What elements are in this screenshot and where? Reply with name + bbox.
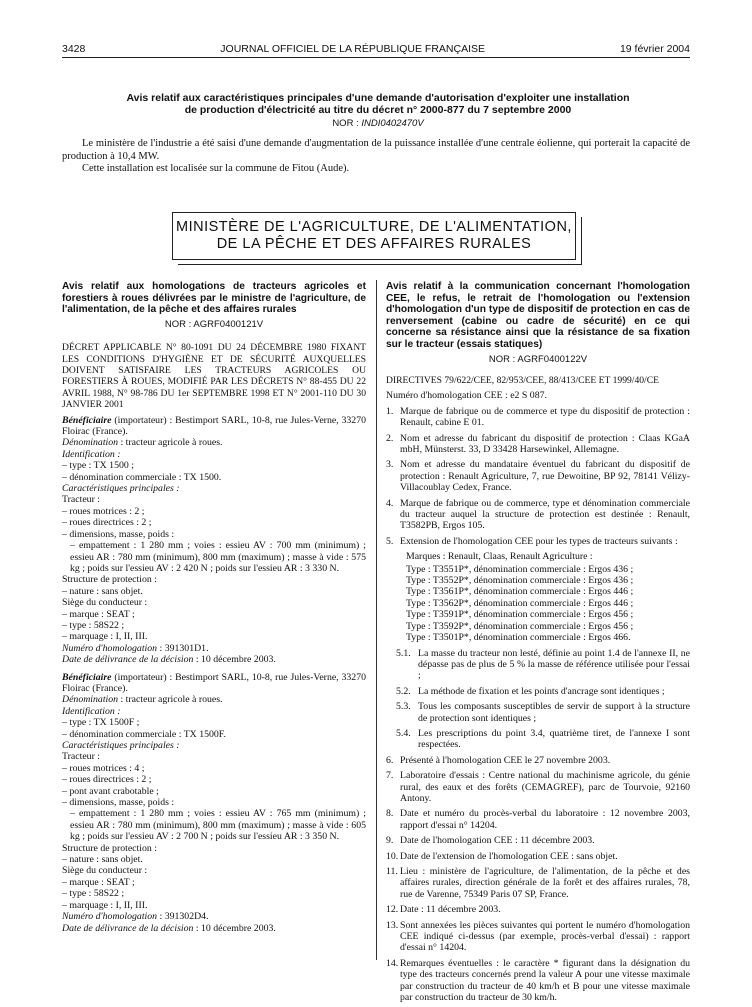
b2-num-label: Numéro d'homologation bbox=[62, 911, 158, 923]
page-header bbox=[62, 43, 690, 55]
b1-num-text: : 391301D1. bbox=[157, 642, 209, 654]
header-rule bbox=[62, 57, 690, 58]
b2-denom-text: : tracteur agricole à roues. bbox=[118, 694, 223, 706]
list-item bbox=[386, 459, 690, 493]
b2-marquage: – marquage : I, II, III. bbox=[62, 899, 148, 911]
right-numero-homologation: Numéro d'homologation CEE : e2 S 087. bbox=[386, 390, 547, 402]
b1-marque: – marque : SEAT ; bbox=[62, 608, 135, 620]
list-item-number: 3. bbox=[386, 459, 394, 471]
nor-code: INDI0402470V bbox=[361, 118, 424, 129]
list-item-text: Marque de fabrique ou de commerce et type du dispositif de protection : Renault, cabine E 01. bbox=[400, 405, 690, 429]
list-item bbox=[386, 406, 690, 429]
list-item-number: 9. bbox=[386, 835, 394, 847]
list-item-number: 1. bbox=[386, 405, 394, 417]
list-item bbox=[386, 835, 690, 846]
b1-beneficiaire bbox=[62, 415, 366, 438]
sub-list-item bbox=[386, 686, 690, 697]
ministry-box bbox=[172, 212, 576, 260]
b2-siege: Siège du conducteur : bbox=[62, 865, 148, 877]
avis1-paragraph-2: Cette installation est localisée sur la commune de Fitou (Aude). bbox=[82, 163, 350, 174]
b2-marque: – marque : SEAT ; bbox=[62, 876, 135, 888]
sub-list-item-text: La masse du tracteur non lesté, définie au point 1.4 de l'annexe II, ne dépasse pas de plus de 5 % la masse de référence utilisée pour l'essai ; bbox=[418, 647, 690, 682]
list-item-text: Date de l'homologation CEE : 11 décembre 2003. bbox=[400, 835, 595, 847]
type-line: Type : T3551P*, dénomination commerciale : Ergos 436 ; bbox=[406, 563, 634, 575]
list-item-number: 4. bbox=[386, 497, 394, 509]
list-item-text: Date et numéro du procès-verbal du laboratoire : 12 novembre 2003, rapport d'essai n° 14204. bbox=[400, 808, 690, 831]
avis1-nor bbox=[88, 118, 668, 129]
b2-tracteur: Tracteur : bbox=[62, 751, 101, 763]
b2-numero bbox=[62, 911, 366, 922]
b1-numero bbox=[62, 643, 366, 654]
list-item bbox=[386, 808, 690, 831]
right-marques-block bbox=[386, 551, 690, 643]
list-item-text: Lieu : ministère de l'agriculture, de l'alimentation, de la pêche et des affaires rurales, direction générale de la forêt et des affaires rurales, 78, rue de Varenne, 75349 Paris 07 SP, France. bbox=[400, 866, 690, 900]
b2-date-text: : 10 décembre 2003. bbox=[193, 922, 276, 934]
right-marques: Marques : Renault, Claas, Renault Agriculture : bbox=[406, 551, 593, 563]
left-column bbox=[62, 281, 366, 934]
list-item bbox=[386, 920, 690, 954]
list-item bbox=[386, 958, 690, 1004]
b2-date-label: Date de délivrance de la décision bbox=[62, 922, 194, 934]
journal-title: JOURNAL OFFICIEL DE LA RÉPUBLIQUE FRANÇAISE bbox=[220, 43, 485, 55]
list-item-text: Nom et adresse du mandataire éventuel du fabricant du dispositif de protection : Renault Agriculture, 7, rue Dewoitine, BP 92, 78141 Vélizy-Villacoublay Cedex, France. bbox=[400, 459, 690, 494]
right-items-1 bbox=[386, 406, 690, 547]
right-nor: NOR : AGRF0400122V bbox=[488, 353, 588, 365]
b2-denomination bbox=[62, 694, 366, 705]
b2-num-text: : 391302D4. bbox=[157, 911, 209, 923]
list-item-number: 2. bbox=[386, 432, 394, 444]
right-directives: DIRECTIVES 79/622/CEE, 82/953/CEE, 88/413/CEE ET 1999/40/CE bbox=[386, 374, 659, 386]
b1-directrices: – roues directrices : 2 ; bbox=[62, 517, 152, 529]
list-item bbox=[386, 498, 690, 532]
list-item bbox=[386, 433, 690, 456]
b2-structure: Structure de protection : bbox=[62, 842, 157, 854]
sub-list-item bbox=[386, 701, 690, 724]
nor-label: NOR : bbox=[332, 118, 359, 129]
sub-list-item-number: 5.2. bbox=[396, 685, 411, 697]
b1-benef-text: (importateur) : Bestimport SARL, 10-8, rue Jules-Verne, 33270 Floirac (France). bbox=[62, 414, 366, 438]
list-item-number: 12. bbox=[386, 904, 399, 916]
type-line: Type : T3561P*, dénomination commerciale : Ergos 446 ; bbox=[406, 586, 634, 598]
b1-empattement: – empattement : 1 280 mm ; voies : essieu AV : 700 mm (minimum) ; essieu AR : 780 mm (minimum), 800 mm (maximum) ; masse à vide : 575 kg ; poids sur l'essieu AV : 2 420 N ; poids sur l'essieu AR : 3 330 N. bbox=[70, 540, 366, 574]
list-item-text: Présenté à l'homologation CEE le 27 novembre 2003. bbox=[400, 754, 611, 766]
page-number: 3428 bbox=[62, 43, 86, 55]
list-item-text: Date : 11 décembre 2003. bbox=[400, 904, 501, 916]
sub-list-item bbox=[386, 728, 690, 751]
column-divider bbox=[376, 280, 377, 960]
b1-nature: – nature : sans objet. bbox=[62, 585, 143, 597]
right-items-2 bbox=[386, 755, 690, 1004]
type-line: Type : T3501P*, dénomination commerciale : Ergos 466. bbox=[406, 632, 631, 644]
b1-benef-label: Bénéficiaire bbox=[62, 414, 112, 426]
b1-siege: Siège du conducteur : bbox=[62, 597, 148, 609]
list-item bbox=[386, 866, 690, 900]
list-item-text: Laboratoire d'essais : Centre national du machinisme agricole, du génie rural, des eaux et des forêts (CEMAGREF), parc de Tourvoie, 92160 Antony. bbox=[400, 770, 690, 804]
b1-denomination bbox=[62, 437, 366, 448]
list-item-text: Marque de fabrique ou de commerce, type et dénomination commerciale du tracteur auquel la structure de protection est destinée : Renault, T3582PB, Ergos 105. bbox=[400, 497, 690, 532]
b2-dimensions: – dimensions, masse, poids : bbox=[62, 797, 175, 809]
avis1-paragraph-1: Le ministère de l'industrie a été saisi d'une demande d'augmentation de la puissance installée d'une centrale éolienne, qui porterait la capacité de production à 10,4 MW. bbox=[62, 138, 690, 162]
b1-type2: – type : 58S22 ; bbox=[62, 619, 125, 631]
b1-dimensions: – dimensions, masse, poids : bbox=[62, 528, 175, 540]
b1-type: – type : TX 1500 ; bbox=[62, 460, 134, 472]
sub-list-item-number: 5.3. bbox=[396, 701, 411, 713]
b2-motrices: – roues motrices : 4 ; bbox=[62, 762, 145, 774]
b1-ident-label: Identification : bbox=[62, 448, 121, 460]
ministry-line1: MINISTÈRE DE L'AGRICULTURE, DE L'ALIMENTATION, bbox=[176, 219, 572, 235]
b2-benef-label: Bénéficiaire bbox=[62, 671, 112, 683]
left-nor: NOR : AGRF0400121V bbox=[164, 318, 264, 330]
sub-list-item bbox=[386, 648, 690, 682]
b2-nature: – nature : sans objet. bbox=[62, 854, 143, 866]
list-item-number: 14. bbox=[386, 957, 399, 969]
b2-ident-label: Identification : bbox=[62, 705, 121, 717]
list-item-number: 5. bbox=[386, 535, 394, 547]
avis1-title bbox=[88, 92, 668, 116]
sub-list-item-text: La méthode de fixation et les points d'ancrage sont identiques ; bbox=[418, 685, 665, 697]
b2-denom-label: Dénomination bbox=[62, 694, 119, 706]
list-item-number: 7. bbox=[386, 770, 394, 782]
b1-denom-text: : tracteur agricole à roues. bbox=[118, 437, 223, 449]
b1-motrices: – roues motrices : 2 ; bbox=[62, 505, 145, 517]
b1-marquage: – marquage : I, II, III. bbox=[62, 631, 148, 643]
type-line: Type : T3592P*, dénomination commerciale : Ergos 456 ; bbox=[406, 620, 634, 632]
b2-directrices: – roues directrices : 2 ; bbox=[62, 774, 152, 786]
list-item-text: Extension de l'homologation CEE pour les types de tracteurs suivants : bbox=[400, 535, 678, 547]
list-item-text: Remarques éventuelles : le caractère * figurant dans la désignation du type des tracteurs concernés prend la valeur A pour une vitesse maximale par construction du tracteur de 40 km/h et B pour une vitesse maximale par construction du tracteur de 30 km/h. bbox=[400, 957, 690, 1004]
issue-date: 19 février 2004 bbox=[619, 43, 690, 55]
b2-pont: – pont avant crabotable ; bbox=[62, 785, 159, 797]
right-types bbox=[406, 564, 690, 644]
b1-structure: Structure de protection : bbox=[62, 574, 157, 586]
sub-list-item-text: Tous les composants susceptibles de servir de support à la structure de protection sont identiques ; bbox=[418, 701, 690, 724]
list-item-text: Nom et adresse du fabricant du dispositif de protection : Claas KGaA mbH, Münsterst. 33, D 33428 Harsewinkel, Allemagne. bbox=[400, 432, 690, 455]
b2-date bbox=[62, 923, 366, 934]
list-item bbox=[386, 536, 690, 547]
list-item-text: Sont annexées les pièces suivantes qui portent le numéro d'homologation CEE indiqué ci-dessus (par exemple, procès-verbal d'essai) : rapport d'essai n° 14204. bbox=[400, 919, 690, 954]
list-item-number: 6. bbox=[386, 754, 394, 766]
b2-benef-text: (importateur) : Bestimport SARL, 10-8, rue Jules-Verne, 33270 Floirac (France). bbox=[62, 671, 366, 694]
b1-date-label: Date de délivrance de la décision bbox=[62, 654, 194, 666]
sub-list-item-number: 5.4. bbox=[396, 727, 411, 739]
b2-type: – type : TX 1500F ; bbox=[62, 717, 140, 729]
ministry-line2: DE LA PÊCHE ET DES AFFAIRES RURALES bbox=[216, 236, 532, 252]
sub-list-item-text: Les prescriptions du point 3.4, quatrième tiret, de l'annexe I sont respectées. bbox=[418, 727, 690, 751]
b1-date bbox=[62, 654, 366, 665]
b1-carac-label: Caractéristiques principales : bbox=[62, 483, 180, 495]
b1-date-text: : 10 décembre 2003. bbox=[193, 654, 276, 666]
left-decret: DÉCRET APPLICABLE N° 80-1091 DU 24 DÉCEMBRE 1980 FIXANT LES CONDITIONS D'HYGIÈNE ET DE SÉCURITÉ AUXQUELLES DOIVENT SATISFAIRE LES TRACTEURS AGRICOLES OU FORESTIERS À ROUES, MODIFIÉ PAR LES DÉCRETS N° 88-455 DU 22 AVRIL 1988, N° 98-786 DU 1er SEPTEMBRE 1998 ET N° 2001-110 DU 30 JANVIER 2001 bbox=[62, 342, 366, 411]
type-line: Type : T3552P*, dénomination commerciale : Ergos 436 ; bbox=[406, 575, 634, 587]
right-title: Avis relatif à la communication concernant l'homologation CEE, le refus, le retrait de l'homologation ou l'extension d'homologation d'un type de dispositif de protection en cas de renversement (cabine ou cadre de sécurité) en ce qui concerne sa résistance ainsi que la résistance de sa fixation sur le tracteur (essais statiques) bbox=[386, 281, 690, 350]
list-item-number: 11. bbox=[386, 866, 398, 877]
b1-denom-label: Dénomination bbox=[62, 437, 119, 449]
type-line: Type : T3562P*, dénomination commerciale : Ergos 446 ; bbox=[406, 597, 634, 609]
list-item bbox=[386, 904, 690, 915]
b2-type2: – type : 58S22 ; bbox=[62, 888, 125, 900]
b2-empattement: – empattement : 1 280 mm ; voies : essieu AV : 765 mm (minimum) ; essieu AR : 780 mm (minimum), 800 mm (maximum) ; masse à vide : 605 kg ; poids sur l'essieu AV : 2 700 N ; poids sur l'essieu AR : 3 350 N. bbox=[70, 808, 366, 843]
b1-tracteur: Tracteur : bbox=[62, 494, 101, 506]
list-item-number: 13. bbox=[386, 919, 399, 931]
b1-num-label: Numéro d'homologation bbox=[62, 642, 158, 654]
list-item-number: 8. bbox=[386, 808, 394, 820]
type-line: Type : T3591P*, dénomination commerciale : Ergos 456 ; bbox=[406, 609, 634, 621]
b1-denom-commerciale: – dénomination commerciale : TX 1500. bbox=[62, 471, 222, 483]
b2-carac-label: Caractéristiques principales : bbox=[62, 740, 180, 751]
list-item bbox=[386, 770, 690, 804]
b2-denom-commerciale: – dénomination commerciale : TX 1500F. bbox=[62, 728, 226, 740]
list-item-number: 10. bbox=[386, 850, 399, 862]
list-item bbox=[386, 851, 690, 862]
avis1-title-line2: de production d'électricité au titre du décret n° 2000-877 du 7 septembre 2000 bbox=[184, 104, 572, 116]
right-subitems bbox=[386, 648, 690, 751]
avis1-title-line1: Avis relatif aux caractéristiques principales d'une demande d'autorisation d'exploiter une installation bbox=[126, 92, 630, 104]
list-item-text: Date de l'extension de l'homologation CEE : sans objet. bbox=[400, 850, 618, 862]
right-column bbox=[386, 281, 690, 1007]
sub-list-item-number: 5.1. bbox=[396, 647, 411, 659]
left-title: Avis relatif aux homologations de tracteurs agricoles et forestiers à roues délivrées par le ministre de l'agriculture, de l'alimentation, de la pêche et des affaires rurales bbox=[62, 281, 366, 316]
b2-beneficiaire bbox=[62, 672, 366, 695]
list-item bbox=[386, 755, 690, 766]
